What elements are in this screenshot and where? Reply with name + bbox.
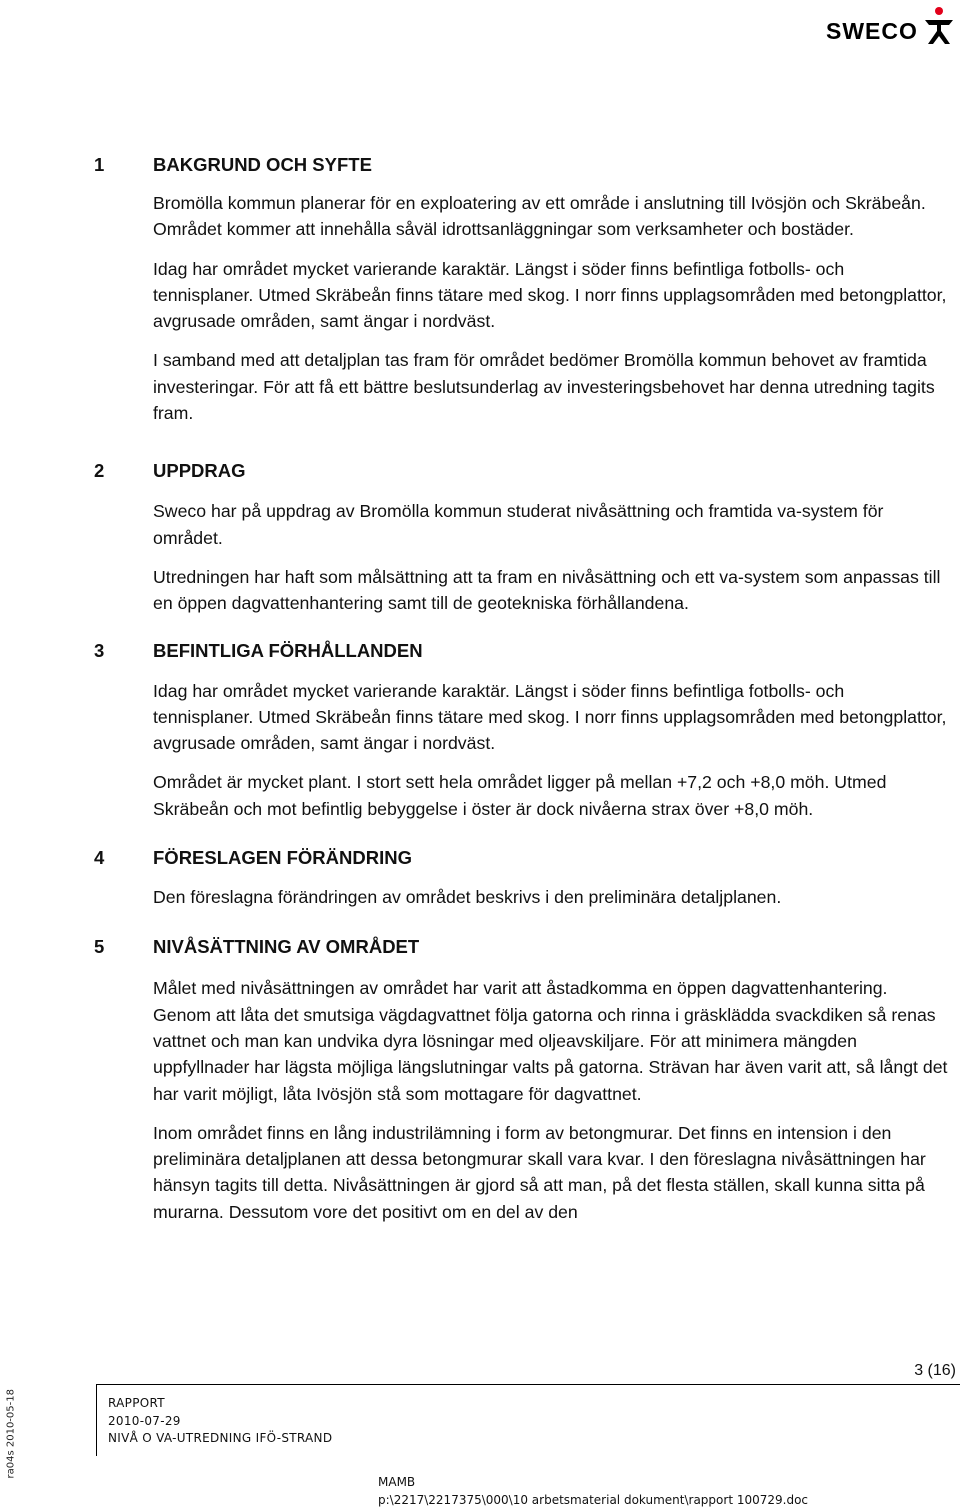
paragraph: Idag har området mycket varierande karaktär. Längst i söder finns befintliga fotbolls- och tennisplaner. Utmed Skräbeån finns tätare med skog. I norr finns upplagsområden med betongplattor, avgrusade områden, samt ängar i nordväst. [153, 680, 947, 754]
section-title: BAKGRUND OCH SYFTE [153, 154, 372, 175]
footer-divider-vertical [96, 1384, 97, 1456]
footer-document-info [108, 1395, 332, 1448]
paragraph: Idag har området mycket varierande karaktär. Längst i söder finns befintliga fotbolls- och tennisplaner. Utmed Skräbeån finns tätare med skog. I norr finns upplagsområden med betongplattor, avgrusade områden, samt ängar i nordväst. [153, 258, 947, 332]
section-heading [0, 932, 960, 962]
file-path: p:\2217\2217375\000\10 arbetsmaterial dokument\rapport 100729.doc [378, 1492, 809, 1507]
section-heading [0, 456, 960, 486]
sweco-figure-icon [922, 6, 956, 46]
section-heading [0, 636, 960, 666]
document-date: 2010-07-29 [108, 1413, 181, 1428]
document-body [0, 150, 960, 1238]
footer-file-info [378, 1474, 808, 1509]
section-4 [0, 843, 960, 910]
section-title: FÖRESLAGEN FÖRÄNDRING [153, 847, 412, 869]
footer-divider [96, 1384, 960, 1385]
form-code: ra04s 2010-05-18 [5, 1389, 17, 1479]
paragraph: Målet med nivåsättningen av området har varit att åstadkomma en öppen dagvattenhantering. Genom att låta det smutsiga vägdagvattnet följa gatorna och rinna i gräsklädda svackdiken så renas vattnet och man kan undvika dyra lösningar med oljeavskiljare. För att minimera mängden uppfyllnader har lägsta möjliga längslutningar valts på gatorna. Strävan har även varit att, så långt det har varit möjligt, låta Ivösjön stå som mottagare för dagvattnet. [153, 978, 948, 1104]
document-type: RAPPORT [108, 1396, 165, 1410]
section-3 [0, 636, 960, 822]
section-number: 4 [94, 847, 105, 869]
page-number: 3 (16) [914, 1362, 956, 1379]
sweco-logo [826, 6, 956, 48]
section-title: UPPDRAG [153, 460, 246, 482]
section-5 [0, 932, 960, 1225]
section-heading [0, 843, 960, 873]
paragraph: Sweco har på uppdrag av Bromölla kommun studerat nivåsättning och framtida va-system för området. [153, 501, 884, 548]
paragraph: Utredningen har haft som målsättning att ta fram en nivåsättning och ett va-system som anpassas till en öppen dagvattenhantering samt till de geotekniska förhållandena. [153, 566, 941, 614]
paragraph: I samband med att detaljplan tas fram för området bedömer Bromölla kommun behovet av framtida investeringar. För att få ett bättre beslutsunderlag av investeringsbehovet har denna utredning tagits fram. [153, 350, 935, 424]
logo-text: SWECO [826, 18, 918, 44]
section-heading [0, 150, 960, 180]
section-title: NIVÅSÄTTNING AV OMRÅDET [153, 936, 420, 958]
paragraph: Den föreslagna förändringen av området beskrivs i den preliminära detaljplanen. [153, 887, 782, 908]
section-title: BEFINTLIGA FÖRHÅLLANDEN [153, 639, 423, 661]
section-number: 3 [94, 639, 105, 661]
paragraph: Bromölla kommun planerar för en exploatering av ett område i anslutning till Ivösjön och Skräbeån. Området kommer att innehålla såväl idrottsanläggningar som verksamheter och bostäder. [153, 193, 926, 240]
paragraph: Området är mycket plant. I stort sett hela området ligger på mellan +7,2 och +8,0 möh. Utmed Skräbeån och mot befintlig bebyggelse i öster är dock nivåerna strax över +8,0 möh. [153, 772, 887, 819]
section-number: 5 [94, 936, 105, 958]
section-2 [0, 456, 960, 616]
project-name: NIVÅ O VA-UTREDNING IFÖ-STRAND [108, 1431, 333, 1445]
section-number: 1 [94, 154, 105, 175]
section-1 [0, 150, 960, 426]
paragraph: Inom området finns en lång industrilämning i form av betongmurar. Det finns en intension i den preliminära detaljplanen att dessa betongmurar skall vara kvar. I den föreslagna nivåsättningen har hänsyn tagits till detta. Nivåsättningen är gjord så att man, på det flesta ställen, skall kunna sitta på murarna. Dessutom vore det positivt om en del av den [153, 1122, 926, 1222]
section-number: 2 [94, 460, 105, 482]
author-code: MAMB [378, 1475, 416, 1489]
